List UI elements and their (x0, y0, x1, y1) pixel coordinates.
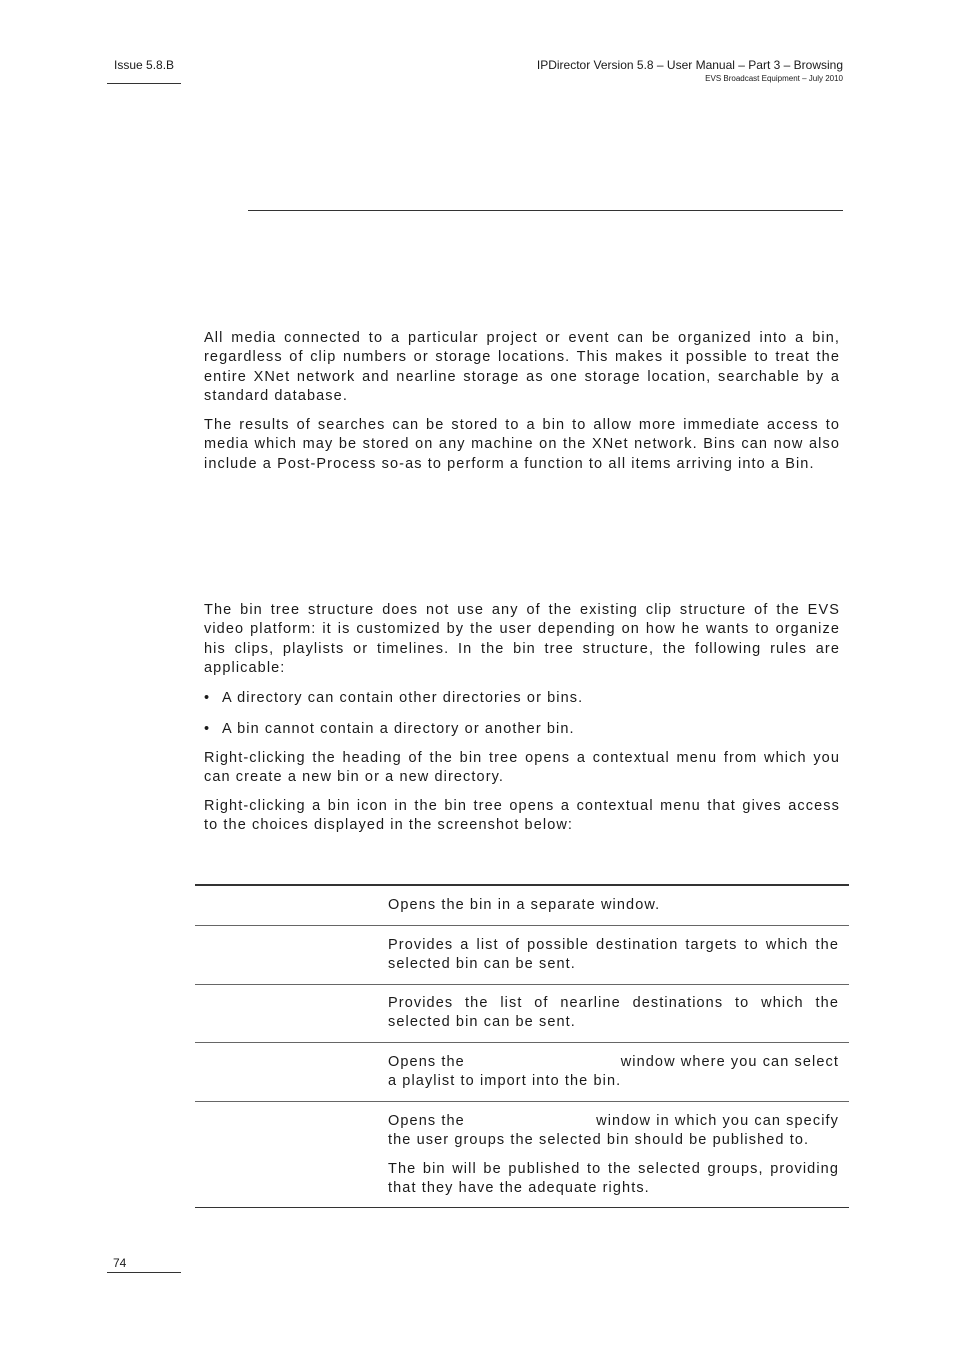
intro-paragraph-2: The results of searches can be stored to a bin to allow more immediate access to media which may be stored on any machine on the XNet network. Bins can now also include a Post-Process so-as to perform a function to all items arriving into a Bin. (204, 417, 840, 472)
table-row-divider (195, 984, 849, 985)
table-row-divider (195, 925, 849, 926)
table-row-desc-end: window in which you can specify (596, 1113, 839, 1129)
table-row-desc-end: window where you can select (620, 1054, 839, 1070)
bullet-item (204, 720, 840, 739)
section-heading-rule (248, 210, 843, 211)
table-row-divider (195, 1101, 849, 1102)
issue-label: Issue 5.8.B (114, 58, 175, 72)
footer-rule (107, 1272, 181, 1273)
table-row-divider (195, 1042, 849, 1043)
table-row-desc-note: The bin will be published to the selected groups, providing that they have the adequate rights. (388, 1161, 839, 1197)
intro-paragraph-1: All media connected to a particular project or event can be organized into a bin, regardless of clip numbers or storage locations. This makes it possible to treat the entire XNet network and nearline storage as one storage location, searchable by a standard database. (204, 330, 840, 404)
table-row-desc: Provides the list of nearline destinations to which the selected bin can be sent. (388, 995, 839, 1031)
header-left-rule (107, 83, 181, 84)
table-row-desc-line2: a playlist to import into the bin. (388, 1073, 622, 1090)
bin-tree-paragraph-2: Right-clicking the heading of the bin tree opens a contextual menu from which you can create a new bin or a new directory. (204, 750, 840, 786)
bin-tree-paragraph-3: Right-clicking a bin icon in the bin tree opens a contextual menu that gives access to the choices displayed in the screenshot below: (204, 798, 840, 834)
table-row-desc (388, 1053, 839, 1092)
table-bottom-rule (195, 1207, 849, 1208)
bullet-dot-icon: • (204, 690, 211, 706)
table-row-desc (388, 1112, 839, 1151)
bullet-text: A directory can contain other directories or bins. (222, 690, 584, 706)
bullet-text: A bin cannot contain a directory or another bin. (222, 721, 575, 737)
document-header (537, 58, 843, 83)
table-row-desc-start: Opens the (388, 1054, 465, 1070)
table-row-desc: Opens the bin in a separate window. (388, 897, 661, 913)
table-row-desc-start: Opens the (388, 1113, 465, 1129)
bullet-item (204, 689, 840, 708)
table-row-desc: Provides a list of possible destination targets to which the selected bin can be sent. (388, 937, 839, 973)
document-title: IPDirector Version 5.8 – User Manual – Part 3 – Browsing (536, 58, 843, 72)
table-row-desc-line2: the user groups the selected bin should be published to. (388, 1132, 810, 1149)
bin-tree-paragraph-1: The bin tree structure does not use any of the existing clip structure of the EVS video platform: it is customized by the user depending on how he wants to organize his clips, playlists or timelines. In the bin tree structure, the following rules are applicable: (204, 602, 840, 676)
document-subtitle: EVS Broadcast Equipment – July 2010 (705, 74, 843, 83)
table-top-rule (195, 884, 849, 886)
bullet-dot-icon: • (204, 721, 211, 737)
page-number: 74 (113, 1256, 127, 1270)
